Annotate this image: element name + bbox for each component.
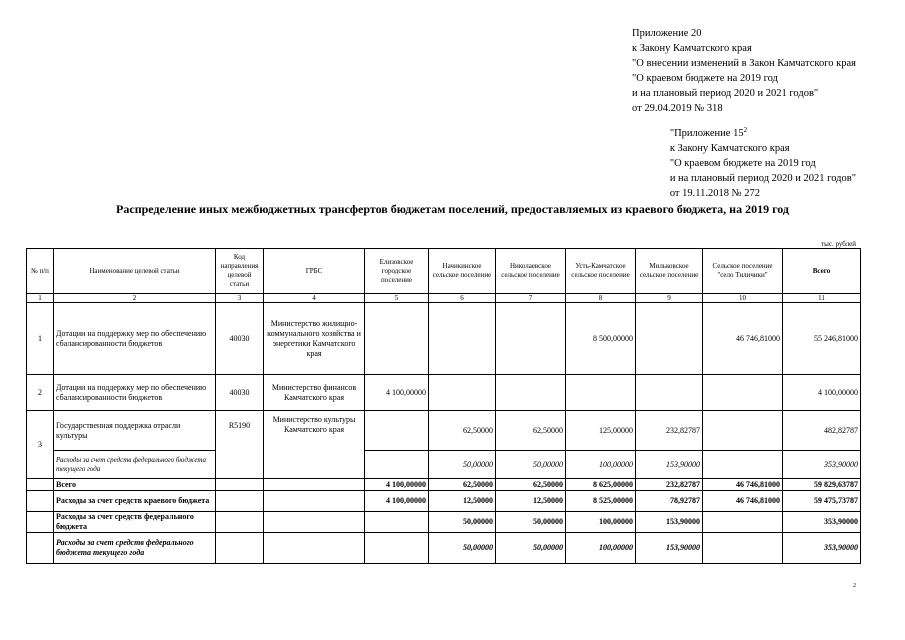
table-subrow	[27, 451, 861, 479]
row-name: Дотации на поддержку мер по обеспечению сбалансированности бюджетов	[54, 375, 216, 411]
cell-value: 50,00000	[496, 451, 566, 479]
total-row	[27, 491, 861, 512]
cell-value: 100,00000	[566, 512, 636, 533]
header2-prefix: "Приложение 15	[669, 128, 744, 139]
cell-value: 232,82787	[636, 479, 703, 491]
row-number: 3	[27, 411, 54, 479]
cell-value: 78,92787	[636, 491, 703, 512]
col-number: 5	[365, 294, 429, 303]
table-row	[27, 375, 861, 411]
cell-value	[496, 303, 566, 375]
col-number: 8	[566, 294, 636, 303]
cell-value	[703, 451, 783, 479]
cell-value: 153,90000	[636, 451, 703, 479]
cell-value: 4 100,00000	[365, 375, 429, 411]
row-name: Дотации на поддержку мер по обеспечению сбалансированности бюджетов	[54, 303, 216, 375]
cell-value	[365, 303, 429, 375]
cell-value: 353,90000	[783, 512, 861, 533]
cell-value	[636, 375, 703, 411]
col-number: 9	[636, 294, 703, 303]
unit-label: тыс. рублей	[821, 240, 856, 248]
cell-value	[703, 375, 783, 411]
col-header: Сельское поселение "село Тиличики"	[703, 249, 783, 294]
col-number: 6	[429, 294, 496, 303]
total-name: Расходы за счет средств федерального бюджета	[54, 512, 216, 533]
col-header: ГРБС	[264, 249, 365, 294]
subrow-name: Расходы за счет средств федерального бюджета текущего года	[54, 451, 216, 479]
cell-value: 62,50000	[496, 411, 566, 451]
total-name: Расходы за счет средств краевого бюджета	[54, 491, 216, 512]
cell-value: 353,90000	[783, 533, 861, 564]
total-row	[27, 479, 861, 491]
col-number: 2	[54, 294, 216, 303]
header2-line: и на плановый период 2020 и 2021 годов"	[669, 173, 856, 184]
cell-value	[365, 533, 429, 564]
total-name: Расходы за счет средств федерального бюджета текущего года	[54, 533, 216, 564]
row-number: 2	[27, 375, 54, 411]
header2-line: к Закону Камчатского края	[669, 143, 790, 154]
cell-value: 153,90000	[636, 512, 703, 533]
header1-line: к Закону Камчатского края	[632, 43, 752, 54]
cell-value: 59 829,63787	[783, 479, 861, 491]
appendix-header-1	[632, 26, 856, 116]
cell-value: 100,00000	[566, 533, 636, 564]
cell-value: 4 100,00000	[783, 375, 861, 411]
row-name: Государственная поддержка отрасли культуры	[54, 411, 216, 451]
header-row	[27, 249, 861, 294]
cell-value: 46 746,81000	[703, 479, 783, 491]
cell-value: 8 525,00000	[566, 491, 636, 512]
cell-value	[496, 375, 566, 411]
col-header: № п/п	[27, 249, 54, 294]
header2-line: "О краевом бюджете на 2019 год	[669, 158, 816, 169]
cell-value: 62,50000	[429, 479, 496, 491]
cell-value	[365, 411, 429, 451]
cell-value: 232,82787	[636, 411, 703, 451]
cell-value: 8 500,00000	[566, 303, 636, 375]
cell-value: 50,00000	[496, 533, 566, 564]
col-header: Елизовское городское поселение	[365, 249, 429, 294]
column-number-row	[27, 294, 861, 303]
header1-line: от 29.04.2019 № 318	[632, 103, 723, 114]
header1-line: Приложение 20	[632, 28, 702, 39]
cell-value: 62,50000	[429, 411, 496, 451]
col-header: Мильковское сельское поселение	[636, 249, 703, 294]
cell-value: 12,50000	[429, 491, 496, 512]
cell-value: 12,50000	[496, 491, 566, 512]
cell-value	[566, 375, 636, 411]
cell-value	[429, 303, 496, 375]
cell-value: 4 100,00000	[365, 491, 429, 512]
row-grbs: Министерство культуры Камчатского края	[264, 411, 365, 479]
row-grbs: Министерство финансов Камчатского края	[264, 375, 365, 411]
appendix-header-2	[670, 126, 856, 201]
cell-value: 8 625,00000	[566, 479, 636, 491]
cell-value: 482,82787	[783, 411, 861, 451]
cell-value: 55 246,81000	[783, 303, 861, 375]
col-header: Код направления целевой статьи	[216, 249, 264, 294]
row-code: 40030	[216, 375, 264, 411]
total-row	[27, 533, 861, 564]
header2-line: от 19.11.2018 № 272	[669, 188, 761, 199]
col-number: 1	[27, 294, 54, 303]
document-title: Распределение иных межбюджетных трансфертов бюджетам поселений, предоставляемых из краевого бюджета, на 2019 год	[116, 202, 789, 216]
cell-value: 46 746,81000	[703, 303, 783, 375]
cell-value: 50,00000	[429, 533, 496, 564]
cell-value: 4 100,00000	[365, 479, 429, 491]
col-number: 4	[264, 294, 365, 303]
cell-value	[703, 411, 783, 451]
total-row	[27, 512, 861, 533]
row-code: R5190	[216, 411, 264, 479]
cell-value: 153,90000	[636, 533, 703, 564]
page-marker: 2	[853, 583, 856, 589]
cell-value	[703, 533, 783, 564]
header2-first-line	[670, 126, 856, 141]
cell-value: 125,00000	[566, 411, 636, 451]
cell-value	[429, 375, 496, 411]
header2-superscript: 2	[743, 126, 748, 134]
col-header: Начикинское сельское поселение	[429, 249, 496, 294]
cell-value: 353,90000	[783, 451, 861, 479]
cell-value: 50,00000	[496, 512, 566, 533]
cell-value: 50,00000	[429, 451, 496, 479]
cell-value: 100,00000	[566, 451, 636, 479]
col-header: Наименование целевой статьи	[54, 249, 216, 294]
col-number: 7	[496, 294, 566, 303]
cell-value: 46 746,81000	[703, 491, 783, 512]
cell-value: 50,00000	[429, 512, 496, 533]
total-name: Всего	[54, 479, 216, 491]
table-row	[27, 303, 861, 375]
row-number: 1	[27, 303, 54, 375]
transfers-table	[26, 248, 861, 564]
col-header: Всего	[783, 249, 861, 294]
header1-line: "О внесении изменений в Закон Камчатского края	[632, 58, 856, 69]
col-number: 10	[703, 294, 783, 303]
table-row	[27, 411, 861, 451]
header1-line: "О краевом бюджете на 2019 год	[632, 73, 778, 84]
cell-value	[365, 512, 429, 533]
cell-value	[365, 451, 429, 479]
col-header: Усть-Камчатское сельское поселение	[566, 249, 636, 294]
col-header: Николаевское сельское поселение	[496, 249, 566, 294]
col-number: 11	[783, 294, 861, 303]
cell-value	[636, 303, 703, 375]
cell-value: 59 475,73787	[783, 491, 861, 512]
col-number: 3	[216, 294, 264, 303]
row-code: 40030	[216, 303, 264, 375]
row-grbs: Министерство жилищно-коммунального хозяйства и энергетики Камчатского края	[264, 303, 365, 375]
cell-value	[703, 512, 783, 533]
cell-value: 62,50000	[496, 479, 566, 491]
header1-line: и на плановый период 2020 и 2021 годов"	[632, 88, 819, 99]
